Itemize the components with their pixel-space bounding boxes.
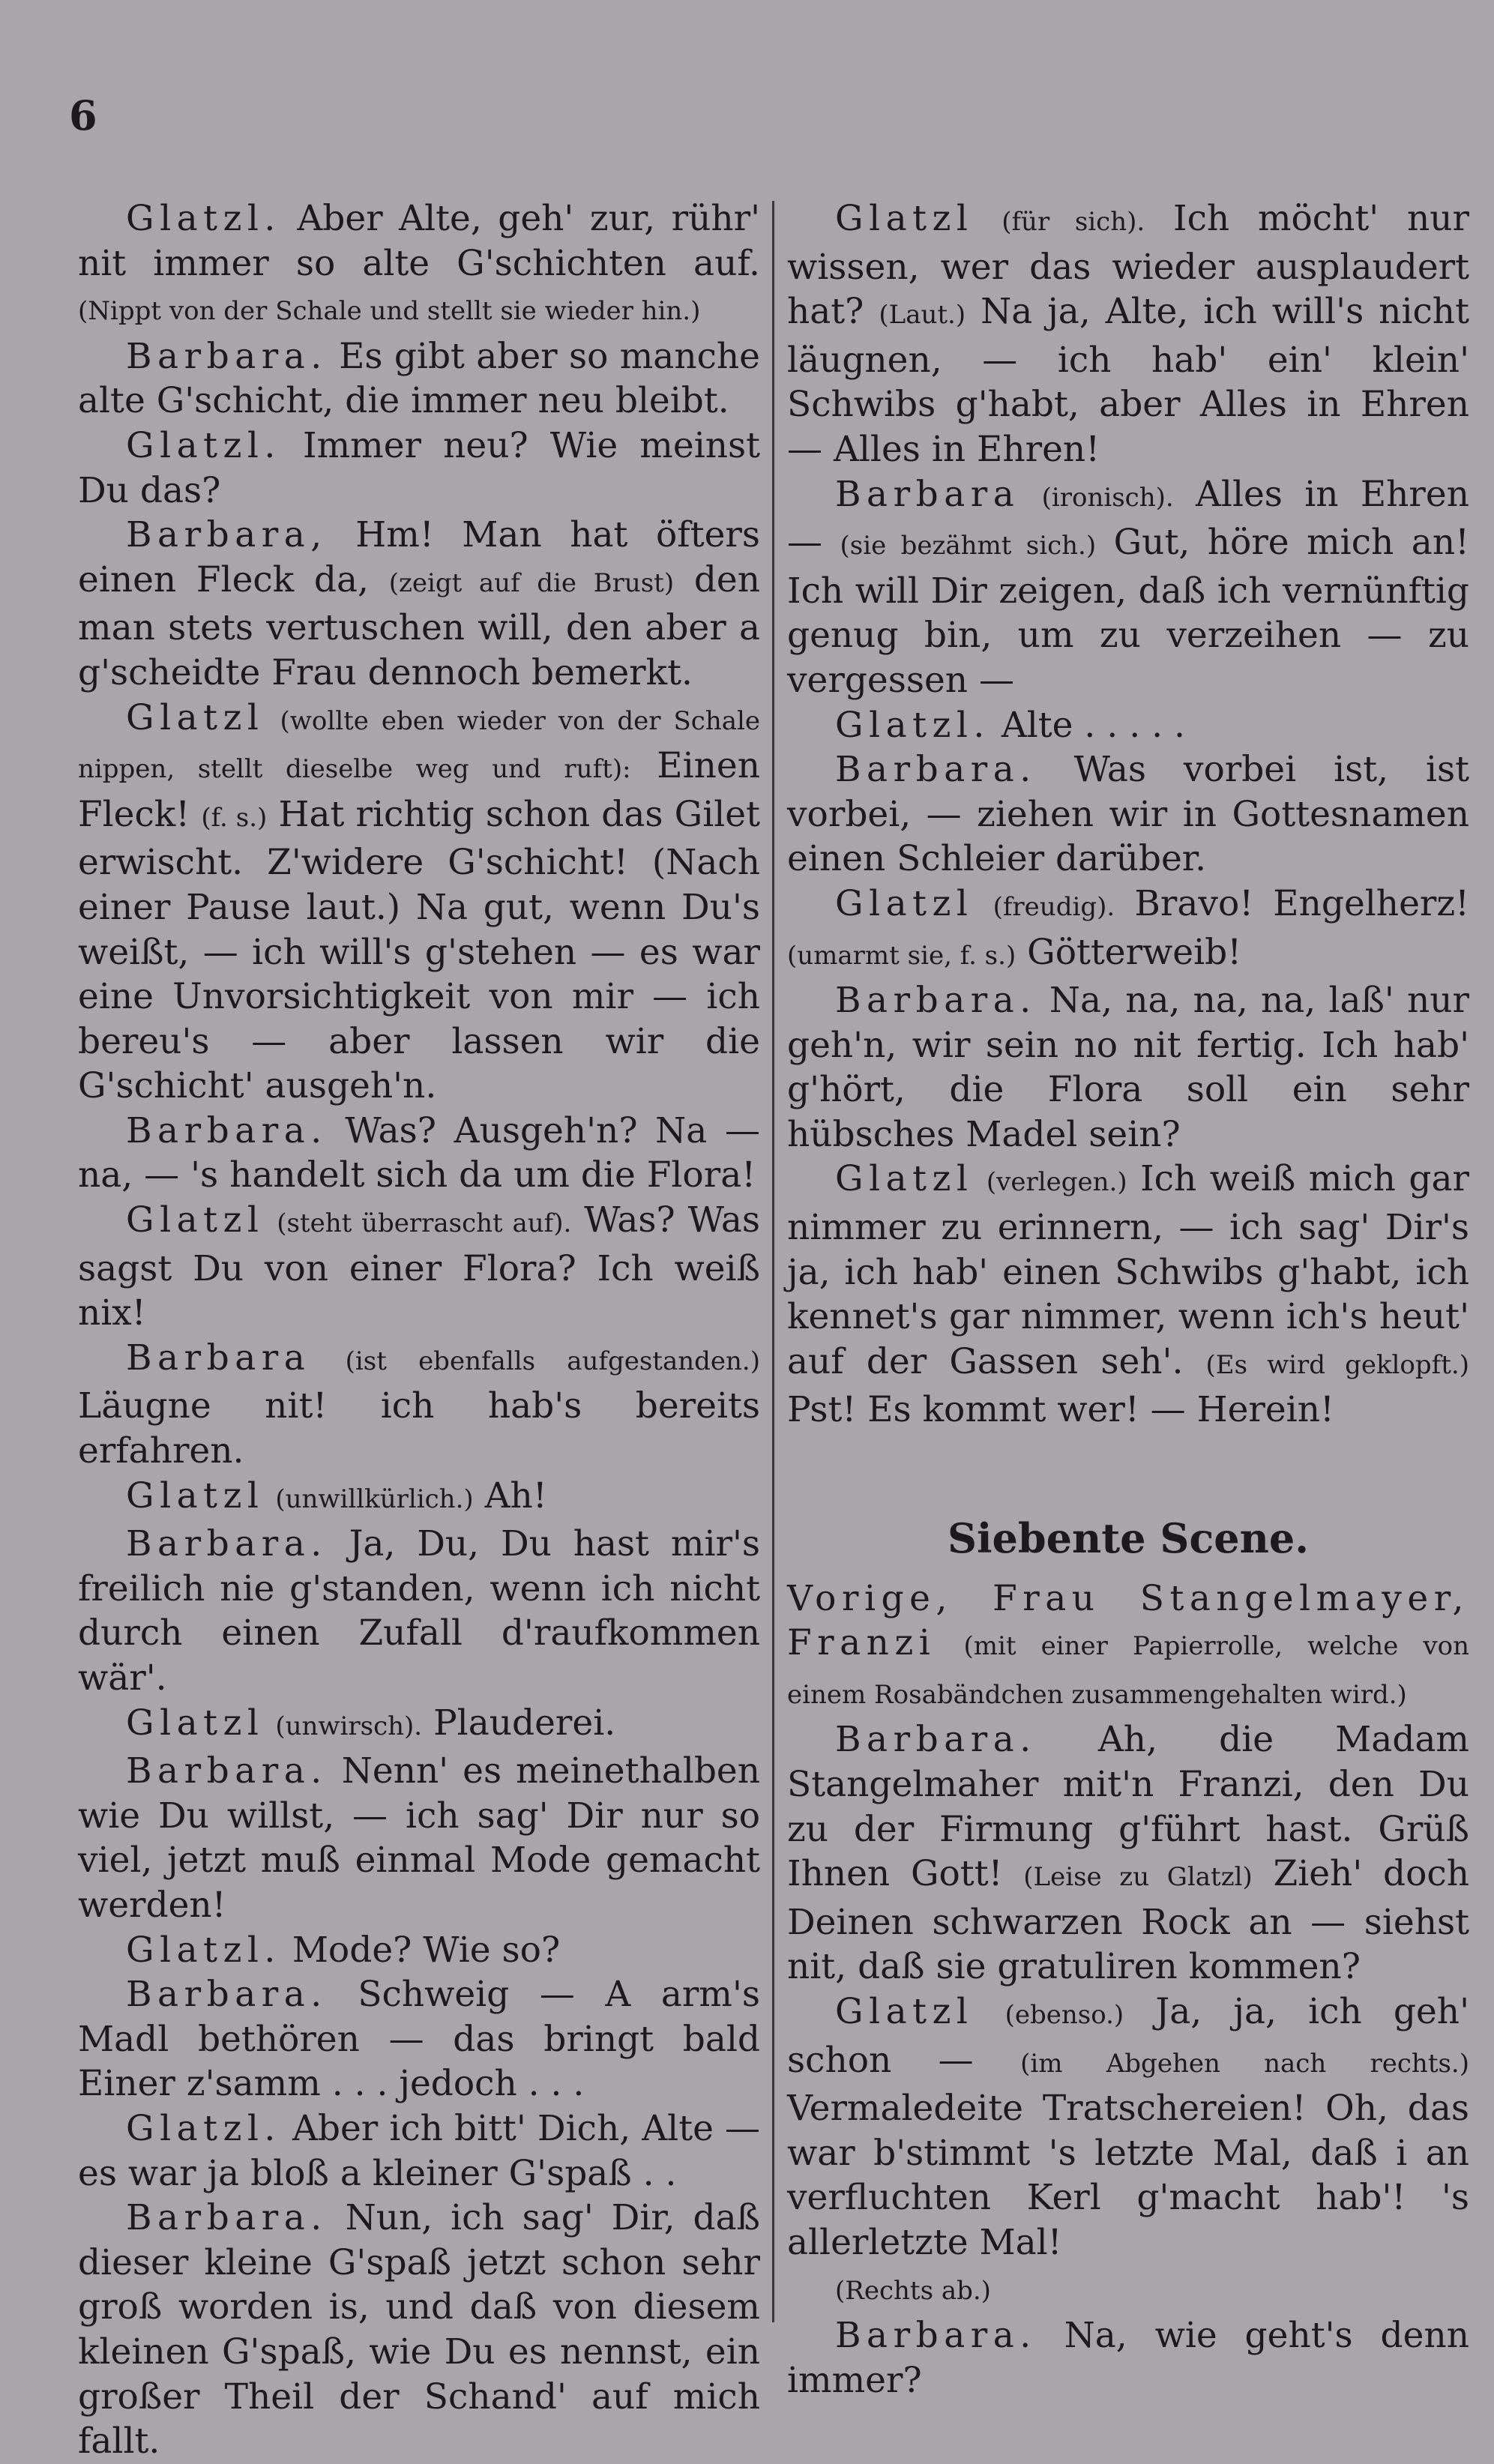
dialogue-paragraph (787, 1717, 1469, 1989)
speaker-name: Barbara. (835, 2315, 1037, 2357)
dialogue-paragraph (787, 747, 1469, 882)
dialogue-text: Na, na, na, na, laß' nur geh'n, wir sein no nit fertig. Ich hab' g'hört, die Flora soll ein sehr hübsches Madel sein? (787, 980, 1469, 1155)
stage-direction: (ironisch). (1041, 482, 1174, 513)
stage-direction: (unwirsch). (275, 1711, 423, 1741)
cast-list (787, 1576, 1469, 1718)
speaker-name: Barbara. (126, 1523, 328, 1565)
dialogue-paragraph (78, 1336, 760, 1474)
stage-direction: (zeigt auf die Brust) (388, 567, 675, 598)
dialogue-text: Was? Was sagst Du von einer Flora? Ich weiß nix! (78, 1199, 760, 1334)
speaker-name: Glatzl. (126, 424, 281, 466)
speaker-name: Glatzl. (126, 1929, 281, 1971)
stage-direction: (ebenso.) (1004, 1999, 1124, 2030)
speaker-name: Glatzl. (835, 704, 990, 746)
dialogue-text: Einen Fleck! (78, 745, 760, 835)
speaker-name: Glatzl (126, 696, 265, 738)
right-column (787, 196, 1469, 2403)
dialogue-text: Ich weiß mich gar nimmer zu erinnern, — ich sag' Dir's ja, ich hab' einen Schwibs g'habt, ich kennet's gar nimmer, wenn ich's heut' auf der Gassen seh'. (787, 1158, 1469, 1382)
scene-heading: Siebente Scene. (948, 1514, 1309, 1563)
speaker-name: Glatzl (835, 1158, 974, 1200)
dialogue-paragraph (787, 1157, 1469, 1433)
right-column-dialogue-2 (787, 1717, 1469, 2403)
dialogue-text: Nun, ich sag' Dir, daß dieser kleine G'spaß jetzt schon sehr groß worden is, und daß von diesem kleinen G'spaß, wie Du es nennst, ein großer Theil der Schand' auf mich fallt. (78, 2197, 760, 2463)
cast-names: Vorige, Frau Stangelmayer, Franzi (787, 1577, 1469, 1664)
dialogue-paragraph (787, 703, 1469, 748)
stage-direction: (sie bezähmt sich.) (840, 531, 1097, 561)
dialogue-text: Schweig — A arm's Madl bethören — das bringt bald Einer z'samm . . . jedoch . . . (78, 1974, 760, 2105)
dialogue-text: Ich möcht' nur wissen, wer das wieder ausplaudert hat? (787, 198, 1470, 333)
dialogue-text: Bravo! Engelherz! (1134, 882, 1469, 924)
dialogue-text: Aber Alte, geh' zur, rühr' nit immer so alte G'schichten auf. (78, 198, 760, 284)
stage-direction: (freudig). (993, 891, 1115, 922)
dialogue-paragraph (787, 2313, 1469, 2403)
speaker-name: Barbara. (126, 1109, 328, 1151)
speaker-name: Glatzl (126, 1199, 265, 1241)
page-number: 6 (69, 91, 97, 139)
dialogue-paragraph (78, 696, 760, 1109)
speaker-name: Barbara. (835, 749, 1037, 791)
speaker-name: Glatzl (126, 1475, 265, 1516)
speaker-name: Barbara, (126, 514, 328, 556)
speaker-name: Glatzl (835, 198, 974, 239)
dialogue-text: Vermaledeite Tratschereien! Oh, das war b'stimmt 's letzte Mal, daß i an verfluchten Kerl g'macht hab'! 's allerletzte Mal! (787, 2088, 1469, 2263)
dialogue-text: den man stets vertuschen will, den aber a g'scheidte Frau dennoch bemerkt. (78, 558, 761, 693)
dialogue-text: Läugne nit! ich hab's bereits erfahren. (78, 1385, 760, 1472)
dialogue-paragraph (78, 424, 760, 513)
dialogue-text: Ja, ja, ich geh' schon — (787, 1990, 1469, 2081)
dialogue-paragraph (787, 1989, 1469, 2265)
dialogue-paragraph (787, 2265, 1469, 2314)
dialogue-paragraph (78, 2196, 760, 2464)
dialogue-paragraph (78, 1109, 760, 1198)
right-column-dialogue (787, 196, 1469, 1433)
stage-direction: (steht überrascht auf). (277, 1208, 572, 1239)
dialogue-paragraph (78, 1972, 760, 2106)
speaker-name: Barbara. (835, 980, 1037, 1022)
stage-direction: (Laut.) (879, 300, 966, 331)
dialogue-text: Mode? Wie so? (292, 1929, 561, 1971)
dialogue-text: Immer neu? Wie meinst Du das? (78, 424, 760, 511)
speaker-name: Barbara (126, 1337, 311, 1379)
stage-direction: (verlegen.) (986, 1167, 1127, 1198)
dialogue-text: Aber ich bitt' Dich, Alte — es war ja bloß a kleiner G'spaß . . (78, 2107, 760, 2194)
speaker-name: Barbara. (126, 1750, 328, 1792)
dialogue-text: Es gibt aber so manche alte G'schicht, die immer neu bleibt. (78, 335, 760, 422)
stage-direction: (Nippt von der Schale und stellt sie wieder hin.) (78, 296, 701, 327)
dialogue-paragraph (78, 334, 760, 424)
dialogue-text: Hat richtig schon das Gilet erwischt. Z'widere G'schicht! (Nach einer Pause laut.) Na gut, wenn Du's weißt, — ich will's g'stehen — es war eine Unvorsichtigkeit von mir — ich bereu's — aber lassen wir die G'schicht' ausgeh'n. (78, 793, 760, 1107)
stage-direction: (unwillkürlich.) (275, 1483, 474, 1514)
dialogue-paragraph (78, 2106, 760, 2196)
dialogue-text: Ah, die Madam Stangelmaher mit'n Franzi, den Du zu der Firmung g'führt hast. Grüß Ihnen Gott! (787, 1719, 1469, 1895)
dialogue-paragraph (78, 1749, 760, 1927)
dialogue-text: Plauderei. (433, 1702, 616, 1744)
dialogue-paragraph (78, 1522, 760, 1700)
dialogue-text: Pst! Es kommt wer! — Herein! (787, 1389, 1334, 1431)
dialogue-text: Ja, Du, Du hast mir's freilich nie g'standen, wenn ich nicht durch einen Zufall d'raufkommen wär'. (78, 1523, 760, 1699)
dialogue-paragraph (78, 1701, 760, 1750)
dialogue-paragraph (787, 978, 1469, 1157)
speaker-name: Glatzl. (126, 198, 281, 239)
stage-direction: (Leise zu Glatzl) (1023, 1862, 1253, 1893)
dialogue-text: Was vorbei ist, ist vorbei, — ziehen wir in Gottesnamen einen Schleier darüber. (787, 749, 1469, 880)
dialogue-paragraph (787, 882, 1469, 978)
dialogue-text: Was? Ausgeh'n? Na — na, — 's handelt sich da um die Flora! (78, 1109, 760, 1196)
stage-direction: (wollte eben wieder von der Schale nippen, stellt dieselbe weg und ruft): (78, 705, 760, 785)
stage-direction: (für sich). (1001, 207, 1145, 237)
cast-stage-direction: (mit einer Papierrolle, welche von einem Rosabändchen zusammengehalten wird.) (787, 1631, 1469, 1710)
dialogue-text: Gut, höre mich an! Ich will Dir zeigen, daß ich vernünftig genug bin, um zu verzeihen — zu vergessen — (787, 522, 1469, 701)
stage-direction: (im Abgehen nach rechts.) (1020, 2048, 1469, 2079)
speaker-name: Barbara. (126, 335, 328, 377)
dialogue-paragraph (78, 1928, 760, 1973)
stage-direction: (ist ebenfalls aufgestanden.) (345, 1346, 760, 1376)
speaker-name: Glatzl. (126, 2107, 281, 2149)
stage-direction: (umarmt sie, f. s.) (787, 940, 1016, 971)
speaker-name: Glatzl (126, 1702, 265, 1744)
stage-direction: (f. s.) (201, 802, 268, 833)
speaker-name: Glatzl (835, 1990, 974, 2032)
dialogue-text: Na ja, Alte, ich will's nicht läugnen, — ich hab' ein' klein' Schwibs g'habt, aber Alles in Ehren — Alles in Ehren! (787, 291, 1469, 470)
dialogue-text: Nenn' es meinethalben wie Du willst, — ich sag' Dir nur so viel, jetzt muß einmal Mode gemacht werden! (78, 1750, 760, 1926)
dialogue-text: Alte . . . . . (1001, 704, 1185, 746)
stage-direction: (Es wird geklopft.) (1205, 1349, 1469, 1380)
speaker-name: Barbara. (126, 2197, 328, 2239)
dialogue-paragraph (78, 196, 760, 334)
dialogue-text: Alles in Ehren — (787, 473, 1469, 564)
speaker-name: Barbara. (126, 1974, 328, 2016)
dialogue-text: Ah! (484, 1475, 547, 1516)
dialogue-text: Zieh' doch Deinen schwarzen Rock an — siehst nit, daß sie gratuliren kommen? (787, 1853, 1469, 1988)
dialogue-paragraph (78, 1474, 760, 1522)
speaker-name: Glatzl (835, 882, 974, 924)
stage-direction: (Rechts ab.) (835, 2275, 991, 2306)
dialogue-text: Götterweib! (1027, 931, 1242, 973)
dialogue-paragraph (787, 472, 1469, 703)
speaker-name: Barbara. (835, 1719, 1037, 1761)
dialogue-text: Na, wie geht's denn immer? (787, 2315, 1469, 2401)
dialogue-paragraph (78, 1198, 760, 1336)
dialogue-paragraph (78, 513, 760, 695)
dialogue-paragraph (787, 196, 1469, 472)
dialogue-text: Hm! Man hat öfters einen Fleck da, (78, 514, 760, 600)
column-divider (772, 201, 774, 2322)
left-column (78, 196, 760, 2464)
speaker-name: Barbara (835, 473, 1020, 515)
